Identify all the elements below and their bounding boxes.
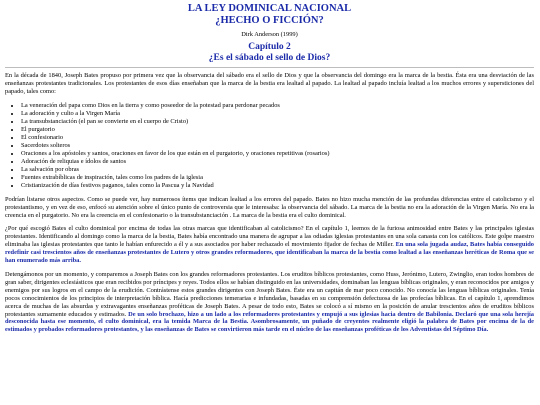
list-item: • La veneración del papa como Dios en la tierra y como poseedor de la potestad para perdonar pecados: [21, 102, 534, 110]
author-line: Dirk Anderson (1999): [241, 31, 298, 38]
list-item: • El purgatorio: [21, 126, 534, 134]
paragraph-why-sunday: [5, 225, 534, 265]
list-item: • El confesionario: [21, 134, 534, 142]
chapter-number: Capítulo 2: [248, 42, 291, 52]
list-item: • Adoración de reliquias e ídolos de santos: [21, 158, 534, 166]
chapter-heading: [5, 42, 534, 64]
page-title: [5, 3, 534, 27]
paragraph-text: Detengámonos por un momento, y comparemos a Joseph Bates con los grandes reformadores protestantes. Los eruditos bíblicos protestantes, como Huss, Jerónimo, Lutero, Zwinglio, eran todos hombres de gran saber, dirigentes eclesiásticos que eran recibidos por príncipes y reyes. Todos ellos se habían distinguido en las universidades, dominaban las lenguas bíblicas originales, y eran reconocidos por amigos y enemigos por sus logros en el campo de la erudición. Contrástense estos grandes dirigentes con Joseph Bates. Éste era un capitán de mar poco conocido. No conocía las lenguas bíblicas originales. Tenía pocos conocimientos de los principios de interpretación bíblica. Hacía predicciones temerarias e infundadas, basadas en su comprensión defectuosa de las profecías bíblicas. En el capítulo 1, aprendimos acerca de muchas de las absurdas y extravagantes enseñanzas proféticas de Joseph Bates. A pesar de todo esto, Bates se colocó a sí mismo en la posición de anular trescientos años de eruditos bíblicos protestantes sumamente educados y estimados.: [5, 270, 534, 318]
emphasized-text: De un solo brochazo, hizo a un lado a los reformadores protestantes y empujó a sus iglesias hacia dentro de Babilonia. Declaró que una sola herejía desconocida hasta ese momento, el culto dominical, era la temida Marca de la Bestia. Asombrosamente, un puñado de creyentes realmente eligió la palabra de Bates por encima de la de estimados y probados reformadores protestantes, y las enseñanzas de Bates se convirtieron más tarde en el núcleo de las enseñanzas proféticas de los Adventistas del Séptimo Día.: [5, 310, 534, 334]
paragraph-text: ¿Por qué escogió Bates el culto dominical por encima de todas las otras marcas que identificaban al catolicismo? En el capítulo 1, leemos de la furiosa animosidad entre Bates y las principales iglesias protestantes. Identificando al domingo como la marca de la bestia, Bates había encontrado una manera de agrupar a las odiadas iglesias protestantes en una sola canasta con los católicos. Este golpe maestro eliminaba las iglesias protestantes que tanto le habían enfurecido a él y a sus asociados por haber rechazado el movimiento fijador de fechas de Miller.: [5, 225, 534, 249]
list-item: • La salvación por obras: [21, 166, 534, 174]
list-item: • Cristianización de días festivos paganos, tales como la Pascua y la Navidad: [21, 182, 534, 190]
list-item: • Oraciones a los apóstoles y santos, oraciones en favor de los que están en el purgatorio, y oraciones repetitivas (rosarios): [21, 150, 534, 158]
title-line-2: ¿HECHO O FICCIÓN?: [215, 15, 324, 26]
paragraph-other-aspects: Podrían listarse otros aspectos. Como se puede ver, hay numerosos ítems que indican lealtad a los errores del papado. Bates no hizo mucha mención de las profundas diferencias entre el catolicismo y el protestantismo, y en vez de eso, enfocó su atención sobre el único punto de controversia que le interesaba: la observancia del sábado. La marca de la bestia no era la adoración de la Virgen María. No era la creencia en el purgatorio. No era la creencia en el confesionario o la transubstanciación . La marca de la bestia era el culto dominical.: [5, 195, 534, 219]
paragraph-reformers-comparison: [5, 271, 534, 334]
title-line-1: LA LEY DOMINICAL NACIONAL: [187, 3, 352, 14]
papacy-errors-list: [5, 102, 534, 190]
list-item: • Sacerdotes solteros: [21, 142, 534, 150]
emphasized-text: En una sola jugada audaz, Bates había conseguido redefinir casi trescientos años de enseñanzas protestantes de Lutero y otros grandes reformadores, que identificaban la marca de la bestia como lealtad a las enseñanzas heréticas de Roma que se han enumerado más arriba.: [5, 241, 534, 265]
paragraph-intro: En la década de 1840, Joseph Bates propuso por primera vez que la observancia del sábado era el sello de Dios y que la observancia del domingo era la marca de la bestia. Ésta era una desviación de las enseñanzas protestantes tradicionales. Los protestantes de esos días enseñaban que la marca de la bestia era lealtad al papado. La lealtad al papado incluía lealtad a los muchos errores y supersticiones del papado, tales como:: [5, 72, 534, 95]
divider: [5, 67, 534, 68]
list-item: • La transubstanciación (el pan se convierte en el cuerpo de Cristo): [21, 118, 534, 126]
list-item: • Fuentes extrabíblicas de inspiración, tales como los padres de la iglesia: [21, 174, 534, 182]
list-item: • La adoración y culto a la Virgen María: [21, 110, 534, 118]
chapter-subtitle: ¿Es el sábado el sello de Dios?: [208, 53, 331, 63]
